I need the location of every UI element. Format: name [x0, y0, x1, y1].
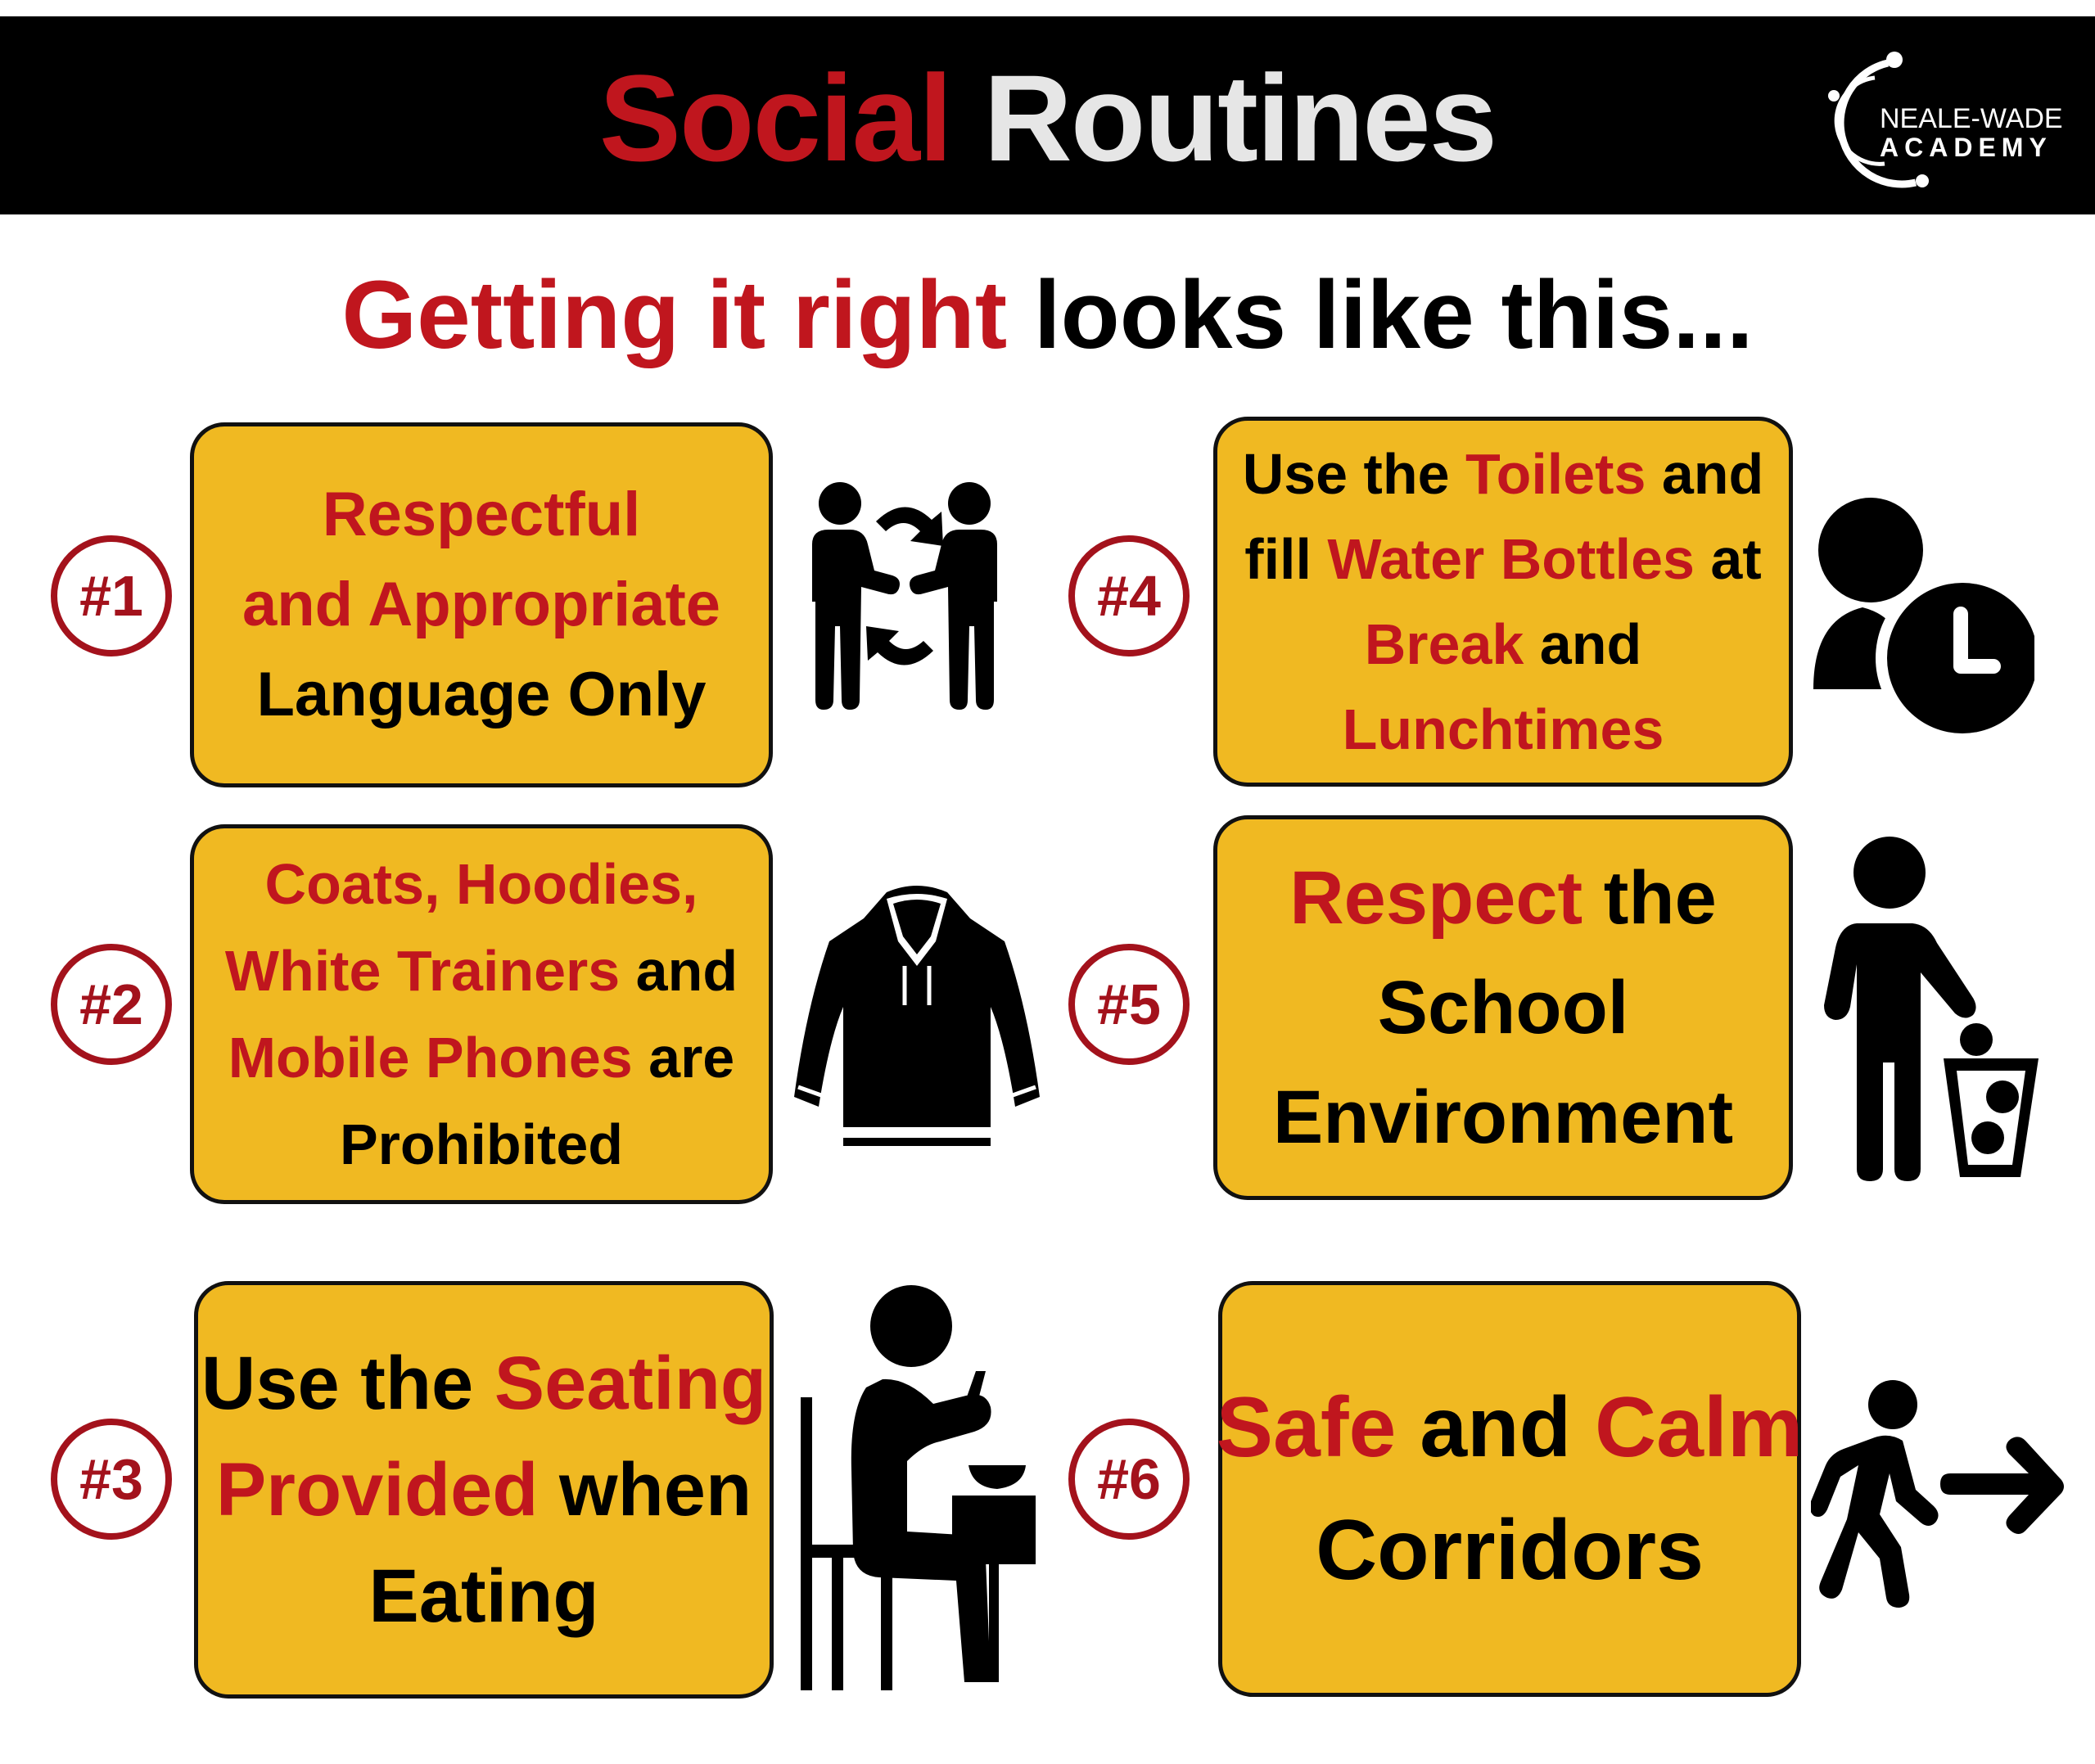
badge-2: #2 [51, 944, 172, 1065]
academy-logo [1824, 45, 2061, 192]
rule-text-segment: Language Only [256, 660, 707, 729]
rule-card-4 [1213, 417, 1793, 787]
rule-text-segment: Prohibited [339, 1112, 624, 1176]
rule-line [242, 470, 720, 560]
highlight-text: Provided [215, 1448, 539, 1532]
rule-text [242, 470, 720, 740]
rule-line [201, 1437, 766, 1543]
rule-text [1217, 1366, 1804, 1612]
rule-line [242, 650, 720, 740]
highlight-text: Safe [1216, 1380, 1397, 1475]
rule-line [1217, 1366, 1804, 1489]
person-walking-arrow-icon [1811, 1375, 2065, 1608]
rule-line [1273, 953, 1733, 1062]
highlight-text: Mobile Phones [228, 1026, 633, 1090]
logo-text [1880, 104, 2063, 161]
people-exchange-icon [794, 479, 1015, 712]
rule-line [1243, 431, 1764, 517]
rule-text-segment: and [1646, 442, 1764, 506]
highlight-text: Respectful [322, 480, 641, 549]
rule-line [225, 1101, 738, 1188]
rule-text [225, 841, 738, 1188]
rule-text-segment: at [1694, 527, 1762, 591]
rule-text [201, 1330, 766, 1649]
highlight-text: Coats, Hoodies, [264, 852, 698, 916]
highlight-text: White Trainers [224, 939, 621, 1003]
logo-line-1: NEALE-WADE [1880, 103, 2063, 134]
highlight-text: Water Bottles [1327, 527, 1695, 591]
rule-line [1273, 843, 1733, 953]
highlight-text: Calm [1595, 1380, 1804, 1475]
subtitle-highlight: Getting it right [341, 261, 1008, 369]
rule-text [1243, 431, 1764, 772]
rule-text-segment: Corridors [1316, 1503, 1704, 1598]
rule-text-segment: School [1377, 966, 1629, 1049]
rule-line [225, 927, 738, 1014]
rule-card-6 [1216, 1281, 1804, 1697]
rule-line [1243, 517, 1764, 602]
highlight-text: and Appropriate [242, 570, 721, 639]
rule-line [225, 841, 738, 927]
rule-text-segment: are [632, 1026, 735, 1090]
rule-line [1243, 602, 1764, 687]
hoodie-icon [790, 884, 1044, 1154]
badge-6: #6 [1068, 1419, 1190, 1540]
rule-text-segment: fill [1244, 527, 1328, 591]
rule-text-segment: Environment [1272, 1076, 1734, 1159]
page-title [0, 23, 2095, 213]
rule-text-segment: Use the [201, 1342, 494, 1425]
rule-text-segment: Use the [1242, 442, 1465, 506]
rule-text-segment: and [620, 939, 738, 1003]
subtitle [0, 246, 2095, 385]
rule-text-segment: when [538, 1448, 752, 1532]
rule-line [1243, 687, 1764, 772]
person-bin-icon [1824, 833, 2039, 1181]
person-eating-icon [801, 1281, 1038, 1690]
rule-text [1273, 843, 1733, 1172]
rule-line [201, 1330, 766, 1437]
highlight-text: Respect [1289, 856, 1583, 940]
badge-3: #3 [51, 1419, 172, 1540]
rule-line [201, 1543, 766, 1649]
rule-line [1273, 1062, 1733, 1172]
highlight-text: Toilets [1465, 442, 1646, 506]
highlight-text: Seating [494, 1342, 767, 1425]
badge-1: #1 [51, 535, 172, 656]
rule-line [225, 1014, 738, 1101]
rule-line [1217, 1489, 1804, 1612]
subtitle-rest: looks like this... [1007, 261, 1754, 369]
rule-card-2 [190, 824, 773, 1204]
rule-text-segment: and [1524, 612, 1642, 676]
title-routines: Routines [983, 49, 1497, 187]
highlight-text: Break [1364, 612, 1524, 676]
rule-line [242, 560, 720, 650]
rule-card-5 [1213, 815, 1793, 1200]
badge-4: #4 [1068, 535, 1190, 656]
title-social: Social [598, 49, 951, 187]
rule-card-3 [194, 1281, 774, 1699]
people-clock-icon [1813, 485, 2034, 745]
logo-line-2: ACADEMY [1880, 133, 2052, 162]
rule-card-1 [190, 422, 773, 787]
rule-text-segment: the [1583, 856, 1717, 940]
rule-text-segment: Eating [368, 1554, 599, 1638]
rule-text-segment: and [1396, 1380, 1596, 1475]
badge-5: #5 [1068, 944, 1190, 1065]
highlight-text: Lunchtimes [1342, 697, 1664, 761]
